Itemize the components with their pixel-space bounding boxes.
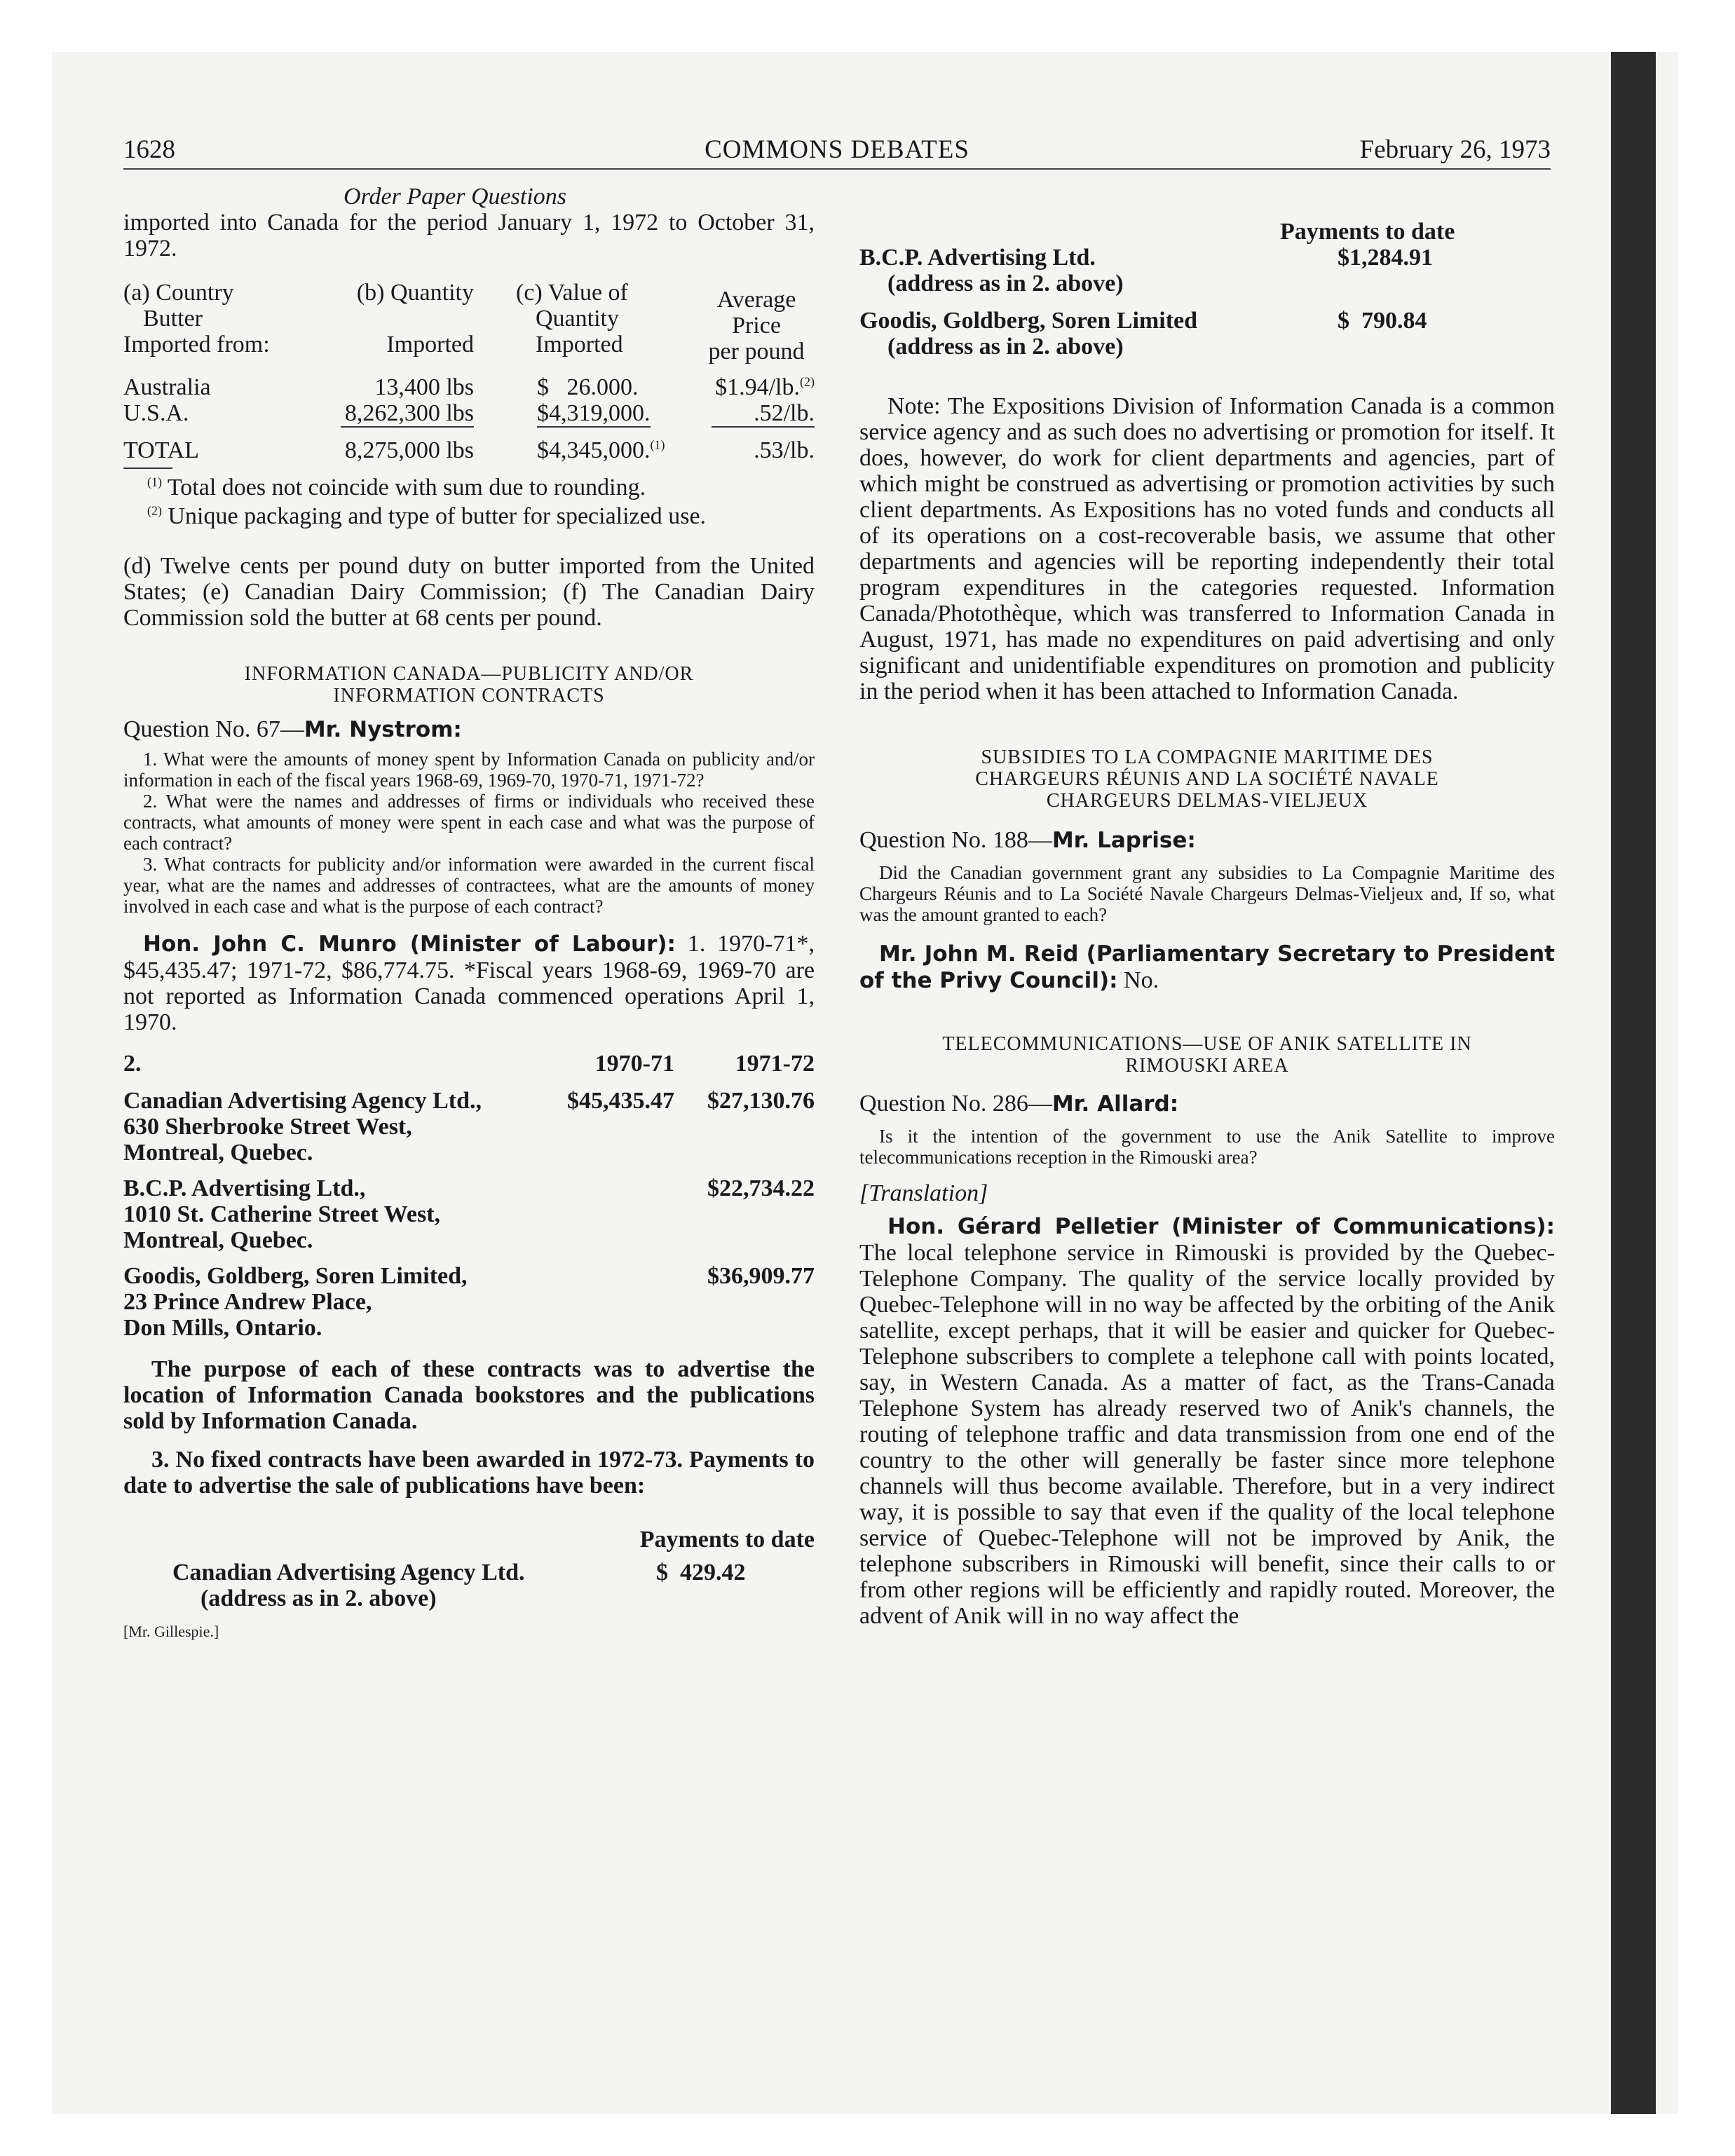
th-value-1: (c) Value of — [516, 280, 628, 306]
th-price-3: per pound — [708, 339, 805, 364]
question-67-text — [123, 749, 815, 917]
left-column — [123, 184, 815, 1644]
contracts-table — [123, 1051, 815, 1341]
payee-address: (address as in 2. above) — [200, 1585, 437, 1611]
member-name: Mr. Laprise: — [1052, 828, 1196, 853]
amount-1971-72: $22,734.22 — [707, 1175, 815, 1201]
cell-country: Australia — [123, 374, 211, 400]
cell-price: $1.94/lb. — [715, 374, 800, 400]
cell-country: U.S.A. — [123, 400, 189, 426]
speaker-name: Hon. Gérard Pelletier (Minister of Communications): — [887, 1214, 1555, 1239]
footnote: $^{(2)}$ Unique packaging and type of butter for specialized use. — [147, 503, 707, 529]
payment-amount: $ 429.42 — [656, 1560, 746, 1585]
butter-import-table — [123, 280, 815, 463]
table-row: B.C.P. Advertising Ltd., 1010 St. Catherine Street West, Montreal, Quebec. $22,734.22 — [123, 1166, 815, 1253]
table-row: Goodis, Goldberg, Soren Limited, 23 Prince Andrew Place, Don Mills, Ontario. $36,909.77 — [123, 1253, 815, 1341]
payee-name: Goodis, Goldberg, Soren Limited — [859, 308, 1198, 334]
intro-text: imported into Canada for the period January 1, 1972 to October 31, 1972. — [123, 210, 815, 261]
amount-1970-71 — [534, 1253, 674, 1341]
heading-information-canada: INFORMATION CANADA—PUBLICITY AND/OR INFORMATION CONTRACTS — [244, 663, 694, 707]
no-fixed-contracts: 3. No fixed contracts have been awarded in 1972-73. Payments to date to advertise the sale of publications have been: — [123, 1447, 815, 1499]
speaker-name: Mr. John M. Reid (Parliamentary Secretary to President of the Privy Council): — [859, 941, 1555, 993]
page-date: February 26, 1973 — [1359, 135, 1551, 164]
member-name: Mr. Nystrom: — [304, 717, 462, 742]
payment-amount: $1,284.91 — [1338, 245, 1433, 271]
amount-1970-71: $45,435.47 — [567, 1088, 674, 1114]
cell-qty: 8,262,300 lbs — [341, 400, 474, 428]
col-1970-71: 1970-71 — [594, 1051, 674, 1077]
th-value-2: Quantity — [536, 306, 619, 332]
question-67-label: Question No. 67—Mr. Nystrom: — [123, 716, 462, 742]
payment-row — [859, 245, 1555, 296]
payee-address: (address as in 2. above) — [887, 271, 1124, 296]
th-country-2: Butter — [143, 306, 203, 332]
footnote-marker: (1) — [650, 437, 665, 452]
page-footer: [Mr. Gillespie.] — [123, 1623, 219, 1640]
answer-d-paragraph: (d) Twelve cents per pound duty on butter imported from the United States; (e) Canadian Dairy Commission; (f) The Canadian Dairy Commission sold the butter at 68 cents per pound. — [123, 553, 815, 631]
member-name: Mr. Allard: — [1052, 1091, 1179, 1117]
table-row — [123, 400, 815, 426]
translation-label: [Translation] — [859, 1180, 988, 1206]
th-price-2: Price — [732, 313, 781, 339]
question-item: 3. What contracts for publicity and/or information were awarded in the current fiscal year, what are the names and addresses of contractees, what are the amounts of money involved in each case and what is the purpose of each contract? — [123, 854, 815, 917]
th-value-3: Imported — [536, 332, 623, 357]
payee-name: Canadian Advertising Agency Ltd. — [172, 1560, 525, 1585]
payments-to-date-header: Payments to date — [1280, 219, 1455, 245]
table-row — [123, 426, 815, 463]
question-188-text: Did the Canadian government grant any subsidies to La Compagnie Maritime des Chargeurs Réunis and to La Société Navale Chargeurs Delmas-Vieljeux and, If so, what was the amount granted to each? — [859, 862, 1555, 925]
th-qty-3: Imported — [386, 332, 474, 357]
cell-qty: 8,275,000 lbs — [344, 437, 474, 463]
question-item: 1. What were the amounts of money spent by Information Canada on publicity and/or information in each of the fiscal years 1968-69, 1969-70, 1970-71, 1971-72? — [123, 749, 815, 791]
amount-1970-71 — [534, 1166, 674, 1253]
reid-answer: Mr. John M. Reid (Parliamentary Secretary to President of the Privy Council): No. — [859, 941, 1555, 993]
footnote-rule — [123, 468, 172, 469]
payee-address: (address as in 2. above) — [887, 334, 1124, 360]
cell-qty: 13,400 lbs — [374, 374, 474, 400]
scan-edge-shadow — [1611, 52, 1656, 2114]
payment-row — [859, 308, 1555, 360]
page-header — [123, 135, 1551, 170]
contracts-number: 2. — [123, 1051, 142, 1077]
payment-amount: $ 790.84 — [1338, 308, 1427, 334]
cell-value: $4,319,000. — [537, 400, 651, 426]
cell-price: .52/lb. — [712, 400, 815, 428]
right-column — [859, 184, 1555, 1629]
heading-telecommunications: TELECOMMUNICATIONS—USE OF ANIK SATELLITE IN RIMOUSKI AREA — [942, 1033, 1472, 1077]
munro-answer: Hon. John C. Munro (Minister of Labour): 1. 1970-71*, $45,435.47; 1971-72, $86,774.75. *Fiscal years 1968-69, 1969-70 are not reported as Information Canada commenced operations April 1, 1970. — [123, 931, 815, 1035]
col-1971-72: 1971-72 — [735, 1051, 815, 1077]
amount-1971-72: $27,130.76 — [707, 1088, 815, 1114]
question-188-label: Question No. 188—Mr. Laprise: — [859, 827, 1196, 853]
table-row — [123, 364, 815, 400]
expositions-note: Note: The Expositions Division of Information Canada is a common service agency and as such does no advertising or promotion for itself. It does, however, do work for client departments and agencies, part of which might be construed as advertising or promotion activities by such client departments. As Expositions has no voted funds and conducts all of its operations on a cost-recoverable basis, we assume that other departments and agencies will be reporting independently their total program expenditures in the categories requested. Information Canada/Photothèque, which was transferred to Information Canada in August, 1971, has made no expenditures on paid advertising and only significant and unidentifiable expenditures on promotion and publicity in the period when it has been attached to Information Canada. — [859, 393, 1555, 704]
heading-subsidies: SUBSIDIES TO LA COMPAGNIE MARITIME DES CHARGEURS RÉUNIS AND LA SOCIÉTÉ NAVALE CHARGEURS DELMAS-VIELJEUX — [975, 746, 1439, 812]
cell-country: TOTAL — [123, 437, 200, 463]
table-row: Canadian Advertising Agency Ltd., 630 Sherbrooke Street West, Montreal, Quebec. $45,435.47 $27,130.76 — [123, 1077, 815, 1166]
publication-title: COMMONS DEBATES — [705, 135, 969, 164]
payee-name: B.C.P. Advertising Ltd. — [859, 245, 1096, 271]
pelletier-answer: Hon. Gérard Pelletier (Minister of Communications): The local telephone service in Rimouski is provided by the Quebec-Telephone Company. The quality of the service locally provided by Quebec-Telephone will in no way be affected by the orbiting of the Anik satellite, except perhaps, that it will be easier and quicker for Quebec-Telephone subscribers to complete a telephone call with points located, say, in Western Canada. As a matter of fact, as the Trans-Canada Telephone System has already reserved two of Anik's channels, the routing of telephone traffic and data transmission from one end of the country to the other will generally be faster since more telephone channels will thus become available. Therefore, but in a very indirect way, it is possible to say that even if the quality of the local telephone service of Quebec-Telephone will not be improved by Anik, the telephone subscribers in Rimouski will benefit, since their calls to or from other regions will be efficiently and rapidly routed. Moreover, the advent of Anik will in no way affect the — [859, 1214, 1555, 1629]
cell-value: $4,345,000. — [537, 437, 651, 463]
th-qty-1: (b) Quantity — [356, 280, 474, 306]
cell-value: $ 26.000. — [537, 374, 639, 400]
th-country-1: (a) Country — [123, 280, 234, 306]
speaker-name: Hon. John C. Munro (Minister of Labour): — [143, 932, 676, 957]
section-label: Order Paper Questions — [343, 184, 566, 210]
cell-price: .53/lb. — [754, 437, 815, 463]
payment-row — [123, 1560, 815, 1611]
amount-1971-72: $36,909.77 — [707, 1263, 815, 1289]
question-286-text: Is it the intention of the government to use the Anik Satellite to improve telecommunications reception in the Rimouski area? — [859, 1126, 1555, 1168]
th-country-3: Imported from: — [123, 332, 270, 357]
contracts-purpose: The purpose of each of these contracts was to advertise the location of Information Canada bookstores and the publications sold by Information Canada. — [123, 1356, 815, 1434]
page-number: 1628 — [123, 135, 175, 164]
payments-to-date-header: Payments to date — [639, 1527, 815, 1553]
footnote: $^{(1)}$ Total does not coincide with sum due to rounding. — [147, 475, 646, 500]
footnote-marker: (2) — [800, 374, 815, 389]
question-286-label: Question No. 286—Mr. Allard: — [859, 1091, 1179, 1117]
question-item: 2. What were the names and addresses of firms or individuals who received these contracts, what amounts of money were spent in each case and what was the purpose of each contract? — [123, 791, 815, 854]
th-price-1: Average — [716, 287, 796, 313]
